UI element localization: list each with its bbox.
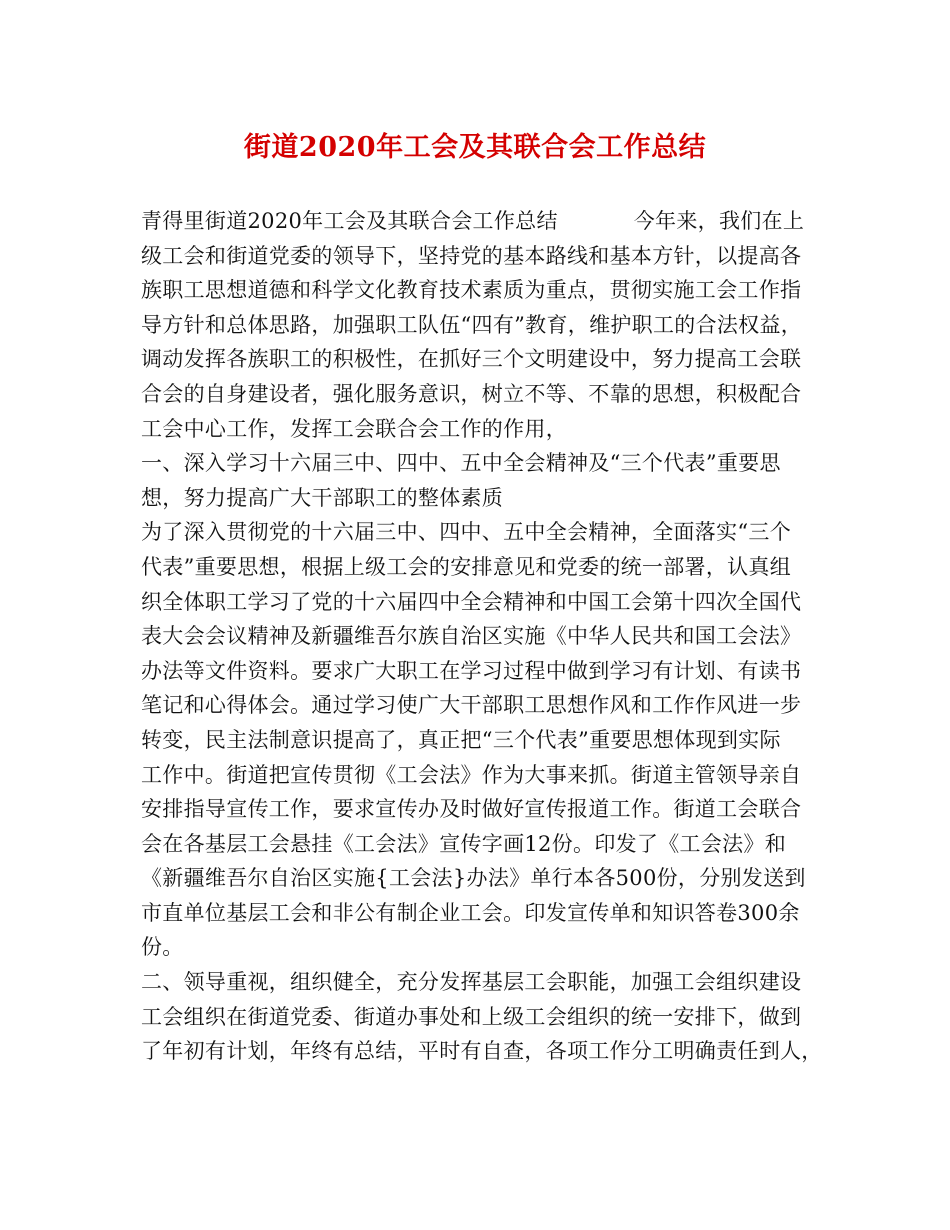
body-line: 转变，民主法制意识提高了，真正把“三个代表”重要思想体现到实际 [141,727,781,752]
document-title: 街道2020年工会及其联合会工作总结 [243,132,707,163]
intro-line [141,204,821,239]
body-line: 表大会会议精神及新疆维吾尔族自治区实施《中华人民共和国工会法》 [141,624,802,649]
intro-heading: 青得里街道2020年工会及其联合会工作总结 [141,209,558,233]
body-line: 工作中。街道把宣传贯彻《工会法》作为大事来抓。街道主管领导亲自 [141,762,802,787]
section-heading-line: 想，努力提高广大干部职工的整体素质 [141,485,504,510]
body-line: 《新疆维吾尔自治区实施{工会法}办法》单行本各500份，分别发送到 [141,866,806,891]
body-line: 办法等文件资料。要求广大职工在学习过程中做到学习有计划、有读书 [141,658,802,683]
body-line: 今年来，我们在上 [633,209,805,233]
body-line: 导方针和总体思路，加强职工队伍“四有”教育，维护职工的合法权益， [141,312,803,337]
body-line: 份。 [141,935,184,960]
body-line: 族职工思想道德和科学文化教育技术素质为重点，贯彻实施工会工作指 [141,278,802,303]
document-body [141,204,821,1069]
body-line: 工会中心工作，发挥工会联合会工作的作用， [141,416,567,441]
body-line: 代表”重要思想，根据上级工会的安排意见和党委的统一部署，认真组 [141,554,792,579]
body-line: 织全体职工学习了党的十六届四中全会精神和中国工会第十四次全国代 [141,589,802,614]
body-line: 为了深入贯彻党的十六届三中、四中、五中全会精神，全面落实“三个 [141,520,792,545]
body-line: 了年初有计划，年终有总结，平时有自查，各项工作分工明确责任到人， [141,1039,823,1064]
body-line: 调动发挥各族职工的积极性，在抓好三个文明建设中，努力提高工会联 [141,347,802,372]
body-line: 会在各基层工会悬挂《工会法》宣传字画12份。印发了《工会法》和 [141,831,787,856]
body-line: 合会的自身建设者，强化服务意识，树立不等、不靠的思想，积极配合 [141,381,802,406]
body-line: 级工会和街道党委的领导下，坚持党的基本路线和基本方针，以提高各 [141,243,802,268]
section-heading-line: 二、领导重视，组织健全，充分发挥基层工会职能，加强工会组织建设 [141,970,802,995]
section-heading-line: 一、深入学习十六届三中、四中、五中全会精神及“三个代表”重要思 [141,451,781,476]
body-line: 安排指导宣传工作，要求宣传办及时做好宣传报道工作。街道工会联合 [141,797,802,822]
body-line: 笔记和心得体会。通过学习使广大干部职工思想作风和工作作风进一步 [141,693,802,718]
body-line: 市直单位基层工会和非公有制企业工会。印发宣传单和知识答卷300余 [141,900,800,925]
body-line: 工会组织在街道党委、街道办事处和上级工会组织的统一安排下，做到 [141,1004,802,1029]
